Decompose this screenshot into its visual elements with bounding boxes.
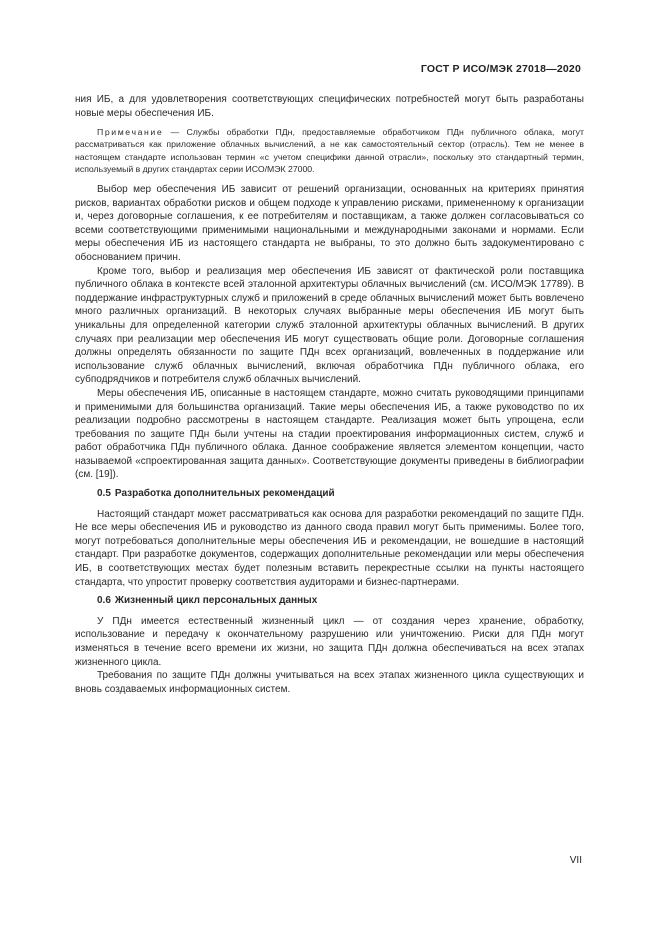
page-number: VII [569,855,582,866]
paragraph-lifecycle: У ПДн имеется естественный жизненный цикл — от создания через хранение, обработку, использование и передачу к окончательному разрушению или уничтожению. Риски для ПДн могут изменяться в течение всего времени их жизни, но защита ПДн должна обеспечиваться на всех этапах жизненного цикла. [75,615,584,668]
section-title: Жизненный цикл персональных данных [114,595,318,607]
document-body [75,93,584,696]
note-text: — Службы обработки ПДн, предоставляемые обработчиком ПДн публичного облака, могут рассматриваться как приложение облачных вычислений, а не как самостоятельный сектор (отрасль). Тем не менее в настоящем стандарте использован термин «с учетом специфики данной отрасли», поскольку это стандартный термин, используемый в других стандартах серии ИСО/МЭК 27000. [75,127,584,174]
section-heading-0-6 [75,594,584,608]
note-label: Примечание [97,127,164,138]
section-title: Разработка дополнительных рекомендаций [114,488,335,500]
section-number: 0.5 [97,488,111,500]
document-header-title: ГОСТ Р ИСО/МЭК 27018—2020 [420,63,581,75]
section-number: 0.6 [97,595,111,607]
section-heading-0-5 [75,487,584,501]
note-paragraph [75,126,584,175]
paragraph-continued: ния ИБ, а для удовлетворения соответствующих специфических потребностей могут быть разработаны новые меры обеспечения ИБ. [75,94,584,119]
paragraph-guiding-principles: Меры обеспечения ИБ, описанные в настоящем стандарте, можно считать руководящими принципами и применимыми для большинства организаций. Такие меры обеспечения ИБ, а также руководство по их реализации подробно рассмотрены в настоящем стандарте. Реализация может быть упрощена, если требования по защите ПДн были учтены на стадии проектирования информационных систем, служб и работ обработчика ПДн публичного облака. Данное соображение является элементом концепции, часто называемой «спроектированная защита данных». Соответствующие документы приведены в библиографии (см. [19]). [75,387,584,481]
paragraph-lifecycle-requirements: Требования по защите ПДн должны учитываться на всех этапах жизненного цикла существующих и вновь создаваемых информационных систем. [75,670,584,695]
paragraph-selection-of-measures: Выбор мер обеспечения ИБ зависит от решений организации, основанных на критериях принятия рисков, вариантах обработки рисков и общем подходе к управлению рисками, примененному к организации и, через договорные соглашения, к ее потребителям и поставщикам, а также должен согласовываться со всеми соответствующими применимыми национальными и международными законами и нормами. Если меры обеспечения ИБ из настоящего стандарта не выбраны, то это должно быть задокументировано с обоснованием причин. [75,184,584,263]
paragraph-additional-recommendations: Настоящий стандарт может рассматриваться как основа для разработки рекомендаций по защите ПДн. Не все меры обеспечения ИБ и руководство из данного свода правил могут быть применимы. Более того, могут потребоваться дополнительные меры обеспечения ИБ и рекомендации, не вошедшие в настоящий стандарт. При разработке документов, содержащих дополнительные рекомендации или меры обеспечения ИБ, в соответствующих местах будет полезным вставить перекрестные ссылки на пункты настоящего стандарта, что упростит проверку соответствия аудиторами и бизнес-партнерами. [75,508,584,588]
paragraph-public-cloud-role: Кроме того, выбор и реализация мер обеспечения ИБ зависят от фактической роли поставщика публичного облака в контексте всей эталонной архитектуры облачных вычислений (см. ИСО/МЭК 17789). В поддержание инфраструктурных служб и приложений в среде облачных вычислений может быть вовлечено много различных организаций. В некоторых случаях выбранные меры обеспечения ИБ могут быть уникальны для определенной категории служб эталонной архитектуры облачных вычислений. В других случаях при реализации мер обеспечения ИБ могут существовать общие роли. Договорные соглашения должны определять обязанности по защите ПДн всех организаций, вовлеченных в поддержание или использование служб облачных вычислений, включая обработчика ПДн публичного облака, его субподрядчиков и потребителя служб облачных вычислений. [75,265,584,386]
